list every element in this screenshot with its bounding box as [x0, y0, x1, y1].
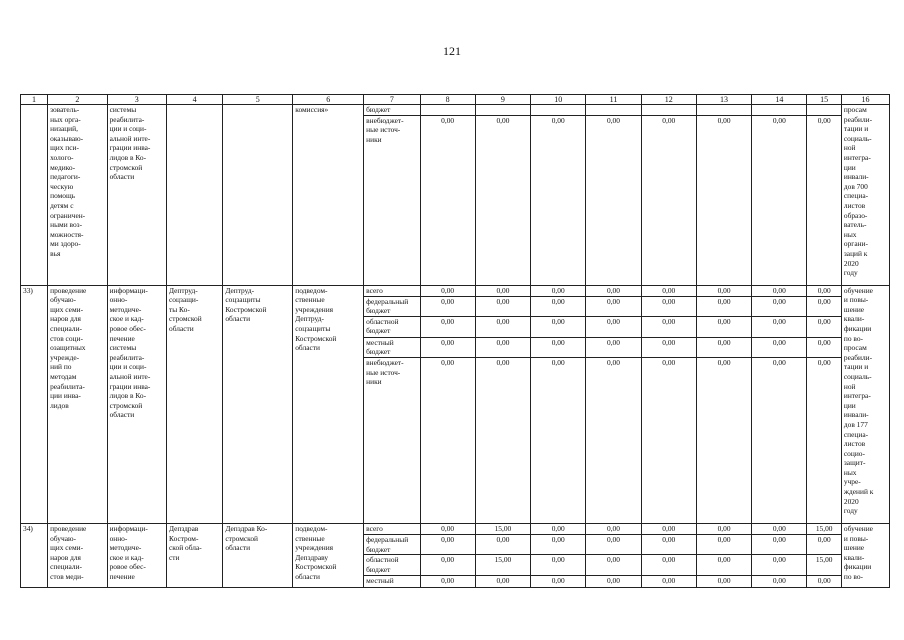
budget-table: [20, 94, 890, 588]
amount-cell: [475, 105, 530, 116]
header-col-16: 16: [841, 95, 889, 105]
amount-cell: 0,00: [420, 555, 475, 576]
amount-cell: 0,00: [420, 285, 475, 296]
amount-cell: 0,00: [420, 576, 475, 588]
funding-source: областной бюджет: [364, 316, 420, 337]
amount-cell: 0,00: [807, 534, 841, 554]
funding-source: внебюджет- ные источ- ники: [364, 357, 420, 523]
amount-cell: 0,00: [752, 555, 807, 576]
amount-cell: 0,00: [475, 296, 530, 316]
amount-cell: 0,00: [420, 534, 475, 554]
funding-source: внебюджет- ные источ- ники: [364, 115, 420, 285]
amount-cell: 0,00: [696, 316, 751, 337]
amount-cell: 0,00: [531, 523, 586, 534]
amount-cell: 0,00: [752, 316, 807, 337]
amount-cell: [531, 105, 586, 116]
funding-source: областной бюджет: [364, 555, 420, 576]
amount-cell: 0,00: [531, 357, 586, 523]
amount-cell: 0,00: [586, 296, 641, 316]
header-col-14: 14: [752, 95, 807, 105]
amount-cell: 0,00: [752, 115, 807, 285]
amount-cell: 0,00: [696, 576, 751, 588]
amount-cell: 0,00: [586, 576, 641, 588]
amount-cell: 0,00: [586, 285, 641, 296]
amount-cell: 0,00: [586, 337, 641, 357]
amount-cell: [420, 105, 475, 116]
amount-cell: 0,00: [696, 337, 751, 357]
amount-cell: 0,00: [475, 316, 530, 337]
amount-cell: 0,00: [531, 296, 586, 316]
amount-cell: 15,00: [475, 523, 530, 534]
participant: комиссия»: [293, 105, 364, 286]
event-name: зователь- ных орга- низаций, оказываю- щих пси- холого- медико- педагоги- ческую помощь детям с ограничен- ными воз- можностя- ми здоро- вья: [48, 105, 107, 286]
amount-cell: 15,00: [807, 555, 841, 576]
amount-cell: 0,00: [531, 555, 586, 576]
amount-cell: 0,00: [641, 523, 696, 534]
amount-cell: 0,00: [641, 357, 696, 523]
amount-cell: 0,00: [752, 523, 807, 534]
table-row: [21, 285, 890, 296]
header-row: [21, 95, 890, 105]
participant: подведом- ственные учреждения Дептруд- соцзащиты Костромской области: [293, 285, 364, 523]
amount-cell: 15,00: [475, 555, 530, 576]
funding-source: местный бюджет: [364, 337, 420, 357]
amount-cell: 0,00: [531, 285, 586, 296]
event-name: проведение обучаю- щих семи- наров для специали- стов соци- озащитных учрежде- ний по методам реабилита- ции инва- лидов: [48, 285, 107, 523]
amount-cell: 0,00: [641, 337, 696, 357]
amount-cell: [586, 105, 641, 116]
amount-cell: 0,00: [475, 576, 530, 588]
amount-cell: 0,00: [531, 337, 586, 357]
amount-cell: 0,00: [475, 115, 530, 285]
amount-cell: 0,00: [752, 357, 807, 523]
funding-source: всего: [364, 523, 420, 534]
coordinator: Депздрав Костром- ской обла- сти: [167, 523, 223, 587]
executor: [223, 105, 293, 286]
header-col-15: 15: [807, 95, 841, 105]
amount-cell: 0,00: [641, 285, 696, 296]
amount-cell: 0,00: [641, 534, 696, 554]
row-number: 33): [21, 285, 48, 523]
amount-cell: 0,00: [752, 534, 807, 554]
amount-cell: 0,00: [696, 296, 751, 316]
header-col-13: 13: [696, 95, 751, 105]
amount-cell: 0,00: [696, 555, 751, 576]
participant: подведом- ственные учреждения Депздраву Костромской области: [293, 523, 364, 587]
amount-cell: 0,00: [420, 115, 475, 285]
funding-source: бюджет: [364, 105, 420, 116]
amount-cell: 0,00: [531, 534, 586, 554]
header-col-10: 10: [531, 95, 586, 105]
program-section: системы реабилита- ции и соци- альной инте- грации инва- лидов в Ко- стромской области: [107, 105, 166, 286]
amount-cell: 15,00: [807, 523, 841, 534]
amount-cell: 0,00: [586, 115, 641, 285]
amount-cell: 0,00: [641, 296, 696, 316]
amount-cell: 0,00: [807, 337, 841, 357]
expected-result: обучение и повы- шение квали- фикации по во-: [841, 523, 889, 587]
row-number: 34): [21, 523, 48, 587]
amount-cell: 0,00: [752, 285, 807, 296]
amount-cell: 0,00: [531, 115, 586, 285]
amount-cell: 0,00: [641, 316, 696, 337]
amount-cell: 0,00: [475, 534, 530, 554]
event-name: проведение обучаю- щих семи- наров для специали- стов меди-: [48, 523, 107, 587]
amount-cell: 0,00: [696, 357, 751, 523]
header-col-5: 5: [223, 95, 293, 105]
funding-source: федеральный бюджет: [364, 296, 420, 316]
amount-cell: 0,00: [752, 296, 807, 316]
executor: Дептруд- соцзащиты Костромской области: [223, 285, 293, 523]
amount-cell: 0,00: [475, 337, 530, 357]
expected-result: просам реабили- тации и социаль- ной интегра- ции инвали- дов 700 специа- листов образо- ватель- ных органи- заций к 2020 году: [841, 105, 889, 286]
header-col-7: 7: [364, 95, 420, 105]
amount-cell: 0,00: [807, 285, 841, 296]
header-col-12: 12: [641, 95, 696, 105]
amount-cell: 0,00: [752, 576, 807, 588]
amount-cell: 0,00: [807, 316, 841, 337]
amount-cell: 0,00: [807, 357, 841, 523]
amount-cell: 0,00: [641, 576, 696, 588]
amount-cell: 0,00: [586, 523, 641, 534]
funding-source: федеральный бюджет: [364, 534, 420, 554]
amount-cell: 0,00: [586, 316, 641, 337]
amount-cell: 0,00: [807, 115, 841, 285]
executor: Депздрав Ко- стромской области: [223, 523, 293, 587]
table-row: [21, 523, 890, 534]
amount-cell: 0,00: [420, 337, 475, 357]
amount-cell: 0,00: [586, 357, 641, 523]
amount-cell: 0,00: [420, 316, 475, 337]
header-col-3: 3: [107, 95, 166, 105]
amount-cell: 0,00: [531, 316, 586, 337]
header-col-4: 4: [167, 95, 223, 105]
amount-cell: 0,00: [696, 285, 751, 296]
amount-cell: 0,00: [586, 534, 641, 554]
amount-cell: 0,00: [807, 296, 841, 316]
amount-cell: 0,00: [420, 523, 475, 534]
program-section: информаци- онно- методиче- ское и кад- ровое обес- печение: [107, 523, 166, 587]
row-number: [21, 105, 48, 286]
funding-source: местный: [364, 576, 420, 588]
funding-source: всего: [364, 285, 420, 296]
coordinator: Дептруд- соцзащи- ты Ко- стромской области: [167, 285, 223, 523]
header-col-1: 1: [21, 95, 48, 105]
coordinator: [167, 105, 223, 286]
amount-cell: [807, 105, 841, 116]
header-col-6: 6: [293, 95, 364, 105]
amount-cell: 0,00: [586, 555, 641, 576]
amount-cell: 0,00: [420, 357, 475, 523]
amount-cell: 0,00: [641, 115, 696, 285]
amount-cell: 0,00: [696, 523, 751, 534]
amount-cell: 0,00: [696, 115, 751, 285]
amount-cell: [696, 105, 751, 116]
amount-cell: 0,00: [531, 576, 586, 588]
amount-cell: 0,00: [807, 576, 841, 588]
amount-cell: 0,00: [475, 357, 530, 523]
amount-cell: 0,00: [641, 555, 696, 576]
program-section: информаци- онно- методиче- ское и кад- ровое обес- печение системы реабилита- ции и соци- альной инте- грации инва- лидов в Ко- стромской области: [107, 285, 166, 523]
page-number: 121: [443, 44, 461, 58]
amount-cell: [641, 105, 696, 116]
header-col-2: 2: [48, 95, 107, 105]
amount-cell: 0,00: [475, 285, 530, 296]
amount-cell: 0,00: [696, 534, 751, 554]
table-row: [21, 105, 890, 116]
amount-cell: [752, 105, 807, 116]
header-col-11: 11: [586, 95, 641, 105]
amount-cell: 0,00: [752, 337, 807, 357]
header-col-9: 9: [475, 95, 530, 105]
expected-result: обучение и повы- шение квали- фикации по во- просам реабили- тации и социаль- ной интегра- ции инвали- дов 177 специа- листов социо- защит- ных учре- ждений к 2020 году: [841, 285, 889, 523]
amount-cell: 0,00: [420, 296, 475, 316]
header-col-8: 8: [420, 95, 475, 105]
